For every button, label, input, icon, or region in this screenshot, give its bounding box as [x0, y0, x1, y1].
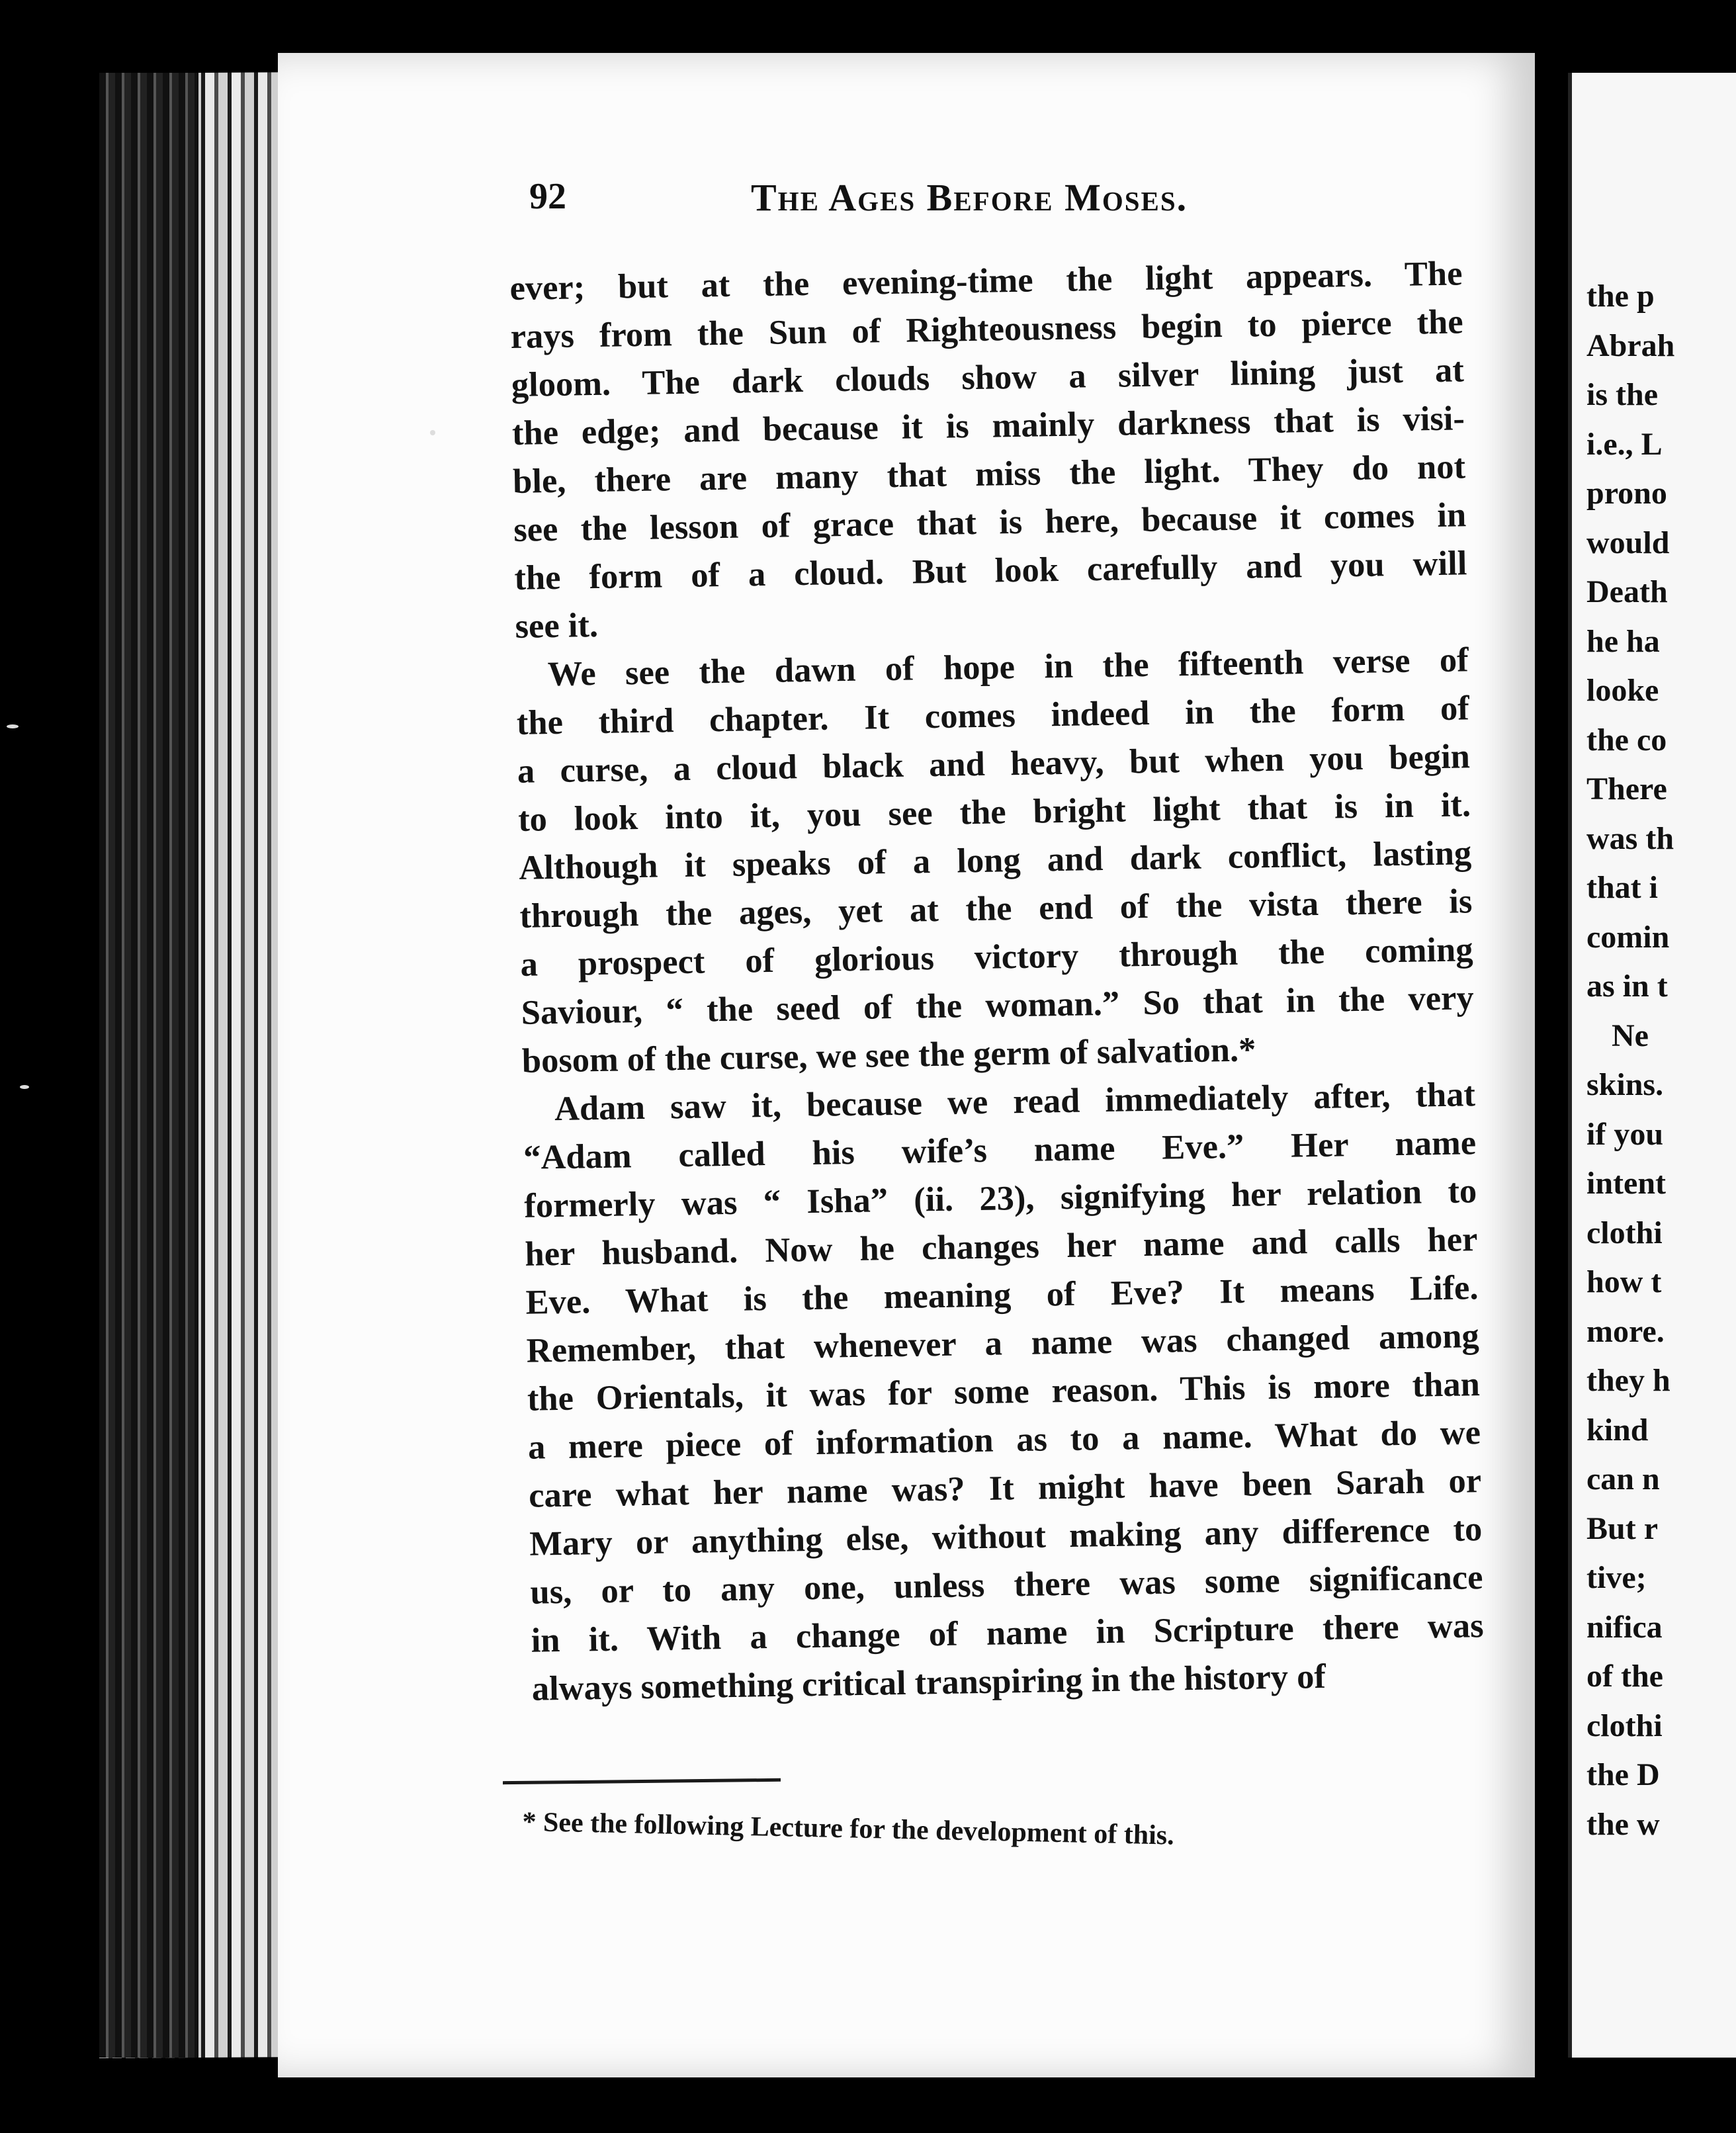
text-line: gloom. The dark clouds show a silver lining just at [511, 351, 1465, 404]
text-line: Mary or anything else, without making any difference to [529, 1510, 1483, 1563]
facing-page-line: tive; [1586, 1560, 1647, 1595]
facing-page-line: intent [1586, 1166, 1666, 1201]
text-line: see the lesson of grace that is here, because it comes in [513, 496, 1467, 549]
text-line: care what her name was? It might have been Sarah or [528, 1461, 1482, 1515]
text-line: Adam saw it, because we read immediately after, that [554, 1075, 1476, 1129]
footnote: * See the following Lecture for the development of this. [522, 1806, 1175, 1851]
facing-page-line: clothi [1586, 1215, 1663, 1250]
facing-page-line: There [1586, 771, 1667, 806]
text-line: “Adam called his wife’s name Eve.” Her name [523, 1123, 1477, 1177]
text-line: the Orientals, it was for some reason. This is more than [527, 1365, 1481, 1418]
facing-page [1568, 73, 1736, 2058]
facing-page-line: that i [1586, 870, 1658, 905]
facing-page-line: can n [1586, 1461, 1660, 1497]
text-line: Remember, that whenever a name was changed among [526, 1317, 1480, 1370]
facing-page-line: skins. [1586, 1067, 1664, 1102]
facing-page-line: But r [1586, 1510, 1658, 1546]
running-head: The Ages Before Moses. [751, 176, 1188, 219]
facing-page-line: i.e., L [1586, 426, 1663, 462]
text-line: Saviour, “ the seed of the woman.” So that in the very [521, 979, 1475, 1032]
facing-page-line: if you [1586, 1116, 1664, 1152]
text-line: ever; but at the evening-time the light appears. The [509, 254, 1463, 308]
facing-page-line: comin [1586, 919, 1670, 955]
page-edge-shadow [99, 73, 198, 2058]
facing-page-line: Death [1586, 574, 1668, 609]
text-line: formerly was “ Isha” (ii. 23), signifying her relation to [523, 1172, 1477, 1225]
facing-page-line: clothi [1586, 1708, 1663, 1743]
text-line: rays from the Sun of Righteousness begin to pierce the [510, 302, 1463, 356]
text-line: a mere piece of information as to a name. What do we [527, 1413, 1481, 1467]
facing-page-line: would [1586, 525, 1670, 560]
facing-page-line: the co [1586, 722, 1667, 758]
facing-page-line: the w [1586, 1806, 1660, 1842]
text-line: her husband. Now he changes her name and calls her [525, 1220, 1478, 1274]
text-line: in it. With a change of name in Scripture there was [531, 1606, 1484, 1660]
facing-page-line: he ha [1586, 623, 1660, 659]
facing-page-line: kind [1586, 1412, 1649, 1448]
facing-page-line: they h [1586, 1363, 1671, 1398]
text-line: Eve. What is the meaning of Eve? It means Life. [525, 1268, 1479, 1322]
dust-speck [7, 724, 19, 728]
text-line: Although it speaks of a long and dark conflict, lasting [518, 834, 1472, 887]
text-line: bosom of the curse, we see the germ of salvation.* [521, 1030, 1256, 1080]
page-number: 92 [529, 176, 566, 217]
facing-page-line: Abrah [1586, 327, 1675, 363]
facing-page-line: is the [1586, 377, 1658, 412]
facing-page-line: how t [1586, 1264, 1662, 1299]
facing-page-line: looke [1586, 673, 1659, 708]
page-header [529, 136, 1522, 219]
facing-page-line: prono [1586, 476, 1667, 511]
body-text [509, 249, 1485, 1713]
text-line: always something critical transpiring in the history of [531, 1657, 1326, 1708]
facing-page-line: nifica [1586, 1609, 1663, 1645]
text-line: to look into it, you see the bright light that is in it. [517, 785, 1471, 839]
facing-page-line: Ne [1612, 1018, 1649, 1053]
facing-page-line: the D [1586, 1757, 1660, 1792]
facing-page-line: was th [1586, 820, 1674, 856]
facing-page-line: of the [1586, 1659, 1663, 1694]
text-line: us, or to any one, unless there was some significance [530, 1558, 1483, 1612]
text-line: see it. [515, 605, 599, 646]
text-line: a prospect of glorious victory through the coming [520, 930, 1473, 984]
dust-speck [20, 1085, 29, 1089]
dust-speck [430, 430, 435, 435]
text-line: through the ages, yet at the end of the vista there is [519, 882, 1473, 936]
text-line: ble, there are many that miss the light. They do not [512, 447, 1466, 501]
text-line: the edge; and because it is mainly darkness that is visi- [511, 399, 1465, 453]
facing-page-line: the p [1586, 279, 1655, 314]
facing-page-line: as in t [1586, 969, 1668, 1004]
text-line: the form of a cloud. But look carefully and you will [513, 544, 1467, 597]
text-line: a curse, a cloud black and heavy, but when you begin [517, 737, 1471, 791]
facing-page-line: more. [1586, 1313, 1665, 1349]
text-line: We see the dawn of hope in the fifteenth verse of [547, 640, 1469, 694]
text-line: the third chapter. It comes indeed in the form of [516, 689, 1470, 742]
